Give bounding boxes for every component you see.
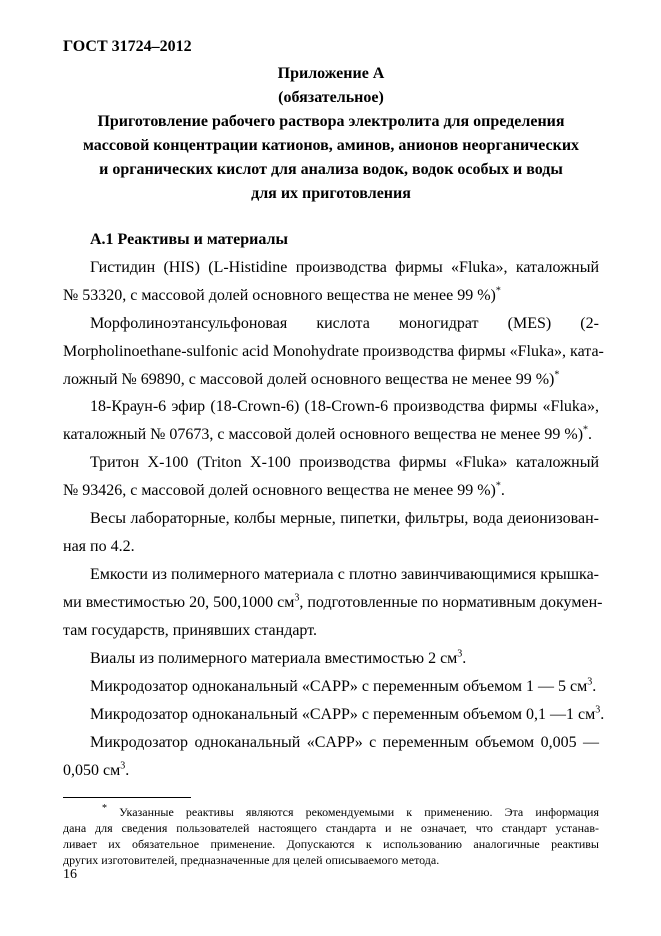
paragraph-containers-line: ми вместимостью 20, 500,1000 $см^3$ , подготовленные по нормативным докумен- [63, 592, 603, 611]
paragraph-equipment-line: Весы лабораторные, колбы мерные, пипетки, фильтры, вода деионизован- [90, 510, 599, 527]
paragraph-microdoser-3-line: 0,050 $см^3$. [63, 760, 130, 779]
paragraph-vials: Виалы из полимерного материала вместимостью 2 $см^3$. [90, 648, 467, 667]
section-heading: А.1 Реактивы и материалы [90, 231, 288, 248]
paragraph-mes-line: Morpholinoethane-sulfonic acid Monohydrate производства фирмы «Fluka», ката- [63, 343, 604, 360]
appendix-status: (обязательное) [278, 89, 384, 106]
document-header: ГОСТ 31724–2012 [63, 38, 192, 55]
footnote-divider [63, 797, 191, 798]
paragraph-histidine-line: Гистидин (HIS) (L-Histidine производства фирмы «Fluka», каталожный [90, 259, 599, 276]
appendix-heading-line: для их приготовления [251, 185, 411, 202]
paragraph-crown-line: каталожный № 07673, с массовой долей основного вещества не менее 99 %)*. [63, 424, 593, 443]
footnote-line: дана для сведения пользователей настоящего стандарта и не означает, что стандарт устанав- [63, 821, 599, 835]
paragraph-histidine-line: № 53320, с массовой долей основного вещества не менее 99 %)* [63, 285, 501, 304]
page-number: 16 [63, 867, 77, 882]
paragraph-microdoser-3-line: Микродозатор одноканальный «CAPP» с переменным объемом 0,005 — [90, 734, 599, 751]
footnote-mark: * [102, 803, 107, 814]
paragraph-microdoser-2: Микродозатор одноканальный «CAPP» с переменным объемом 0,1 —1 $см^3$. [90, 704, 605, 723]
paragraph-containers-line: Емкости из полимерного материала с плотно завинчивающимися крышка- [90, 566, 599, 583]
appendix-heading-line: Приготовление рабочего раствора электролита для определения [97, 113, 565, 130]
paragraph-equipment-line: ная по 4.2. [63, 538, 135, 555]
paragraph-triton-line: Тритон X-100 (Triton X-100 производства фирмы «Fluka» каталожный [90, 454, 599, 471]
appendix-heading-line: и органических кислот для анализа водок, водок особых и воды [99, 161, 563, 178]
paragraph-crown-line: 18-Краун-6 эфир (18-Crown-6) (18-Crown-6 производства фирмы «Fluka», [90, 398, 599, 415]
paragraph-triton-line: № 93426, с массовой долей основного вещества не менее 99 %)*. [63, 480, 505, 499]
appendix-title: Приложение А [277, 65, 385, 82]
footnote-line: * Указанные реактивы являются рекомендуемыми к применению. Эта информация [102, 803, 599, 819]
paragraph-mes-line: Морфолиноэтансульфоновая кислота моногидрат (MES) (2- [90, 315, 599, 332]
paragraph-mes-line: ложный № 69890, с массовой долей основного вещества не менее 99 %)* [63, 369, 560, 388]
paragraph-containers-line: там государств, принявших стандарт. [63, 622, 318, 639]
paragraph-microdoser-1: Микродозатор одноканальный «CAPP» с переменным объемом 1 — 5 $см^3$. [90, 676, 597, 695]
appendix-heading-line: массовой концентрации катионов, аминов, анионов неорганических [82, 137, 580, 154]
footnote-line: других изготовителей, предназначенные для целей описываемого метода. [63, 853, 440, 867]
footnote-line: ливает их обязательное применение. Допускаются к использованию аналогичные реактивы [63, 837, 599, 851]
